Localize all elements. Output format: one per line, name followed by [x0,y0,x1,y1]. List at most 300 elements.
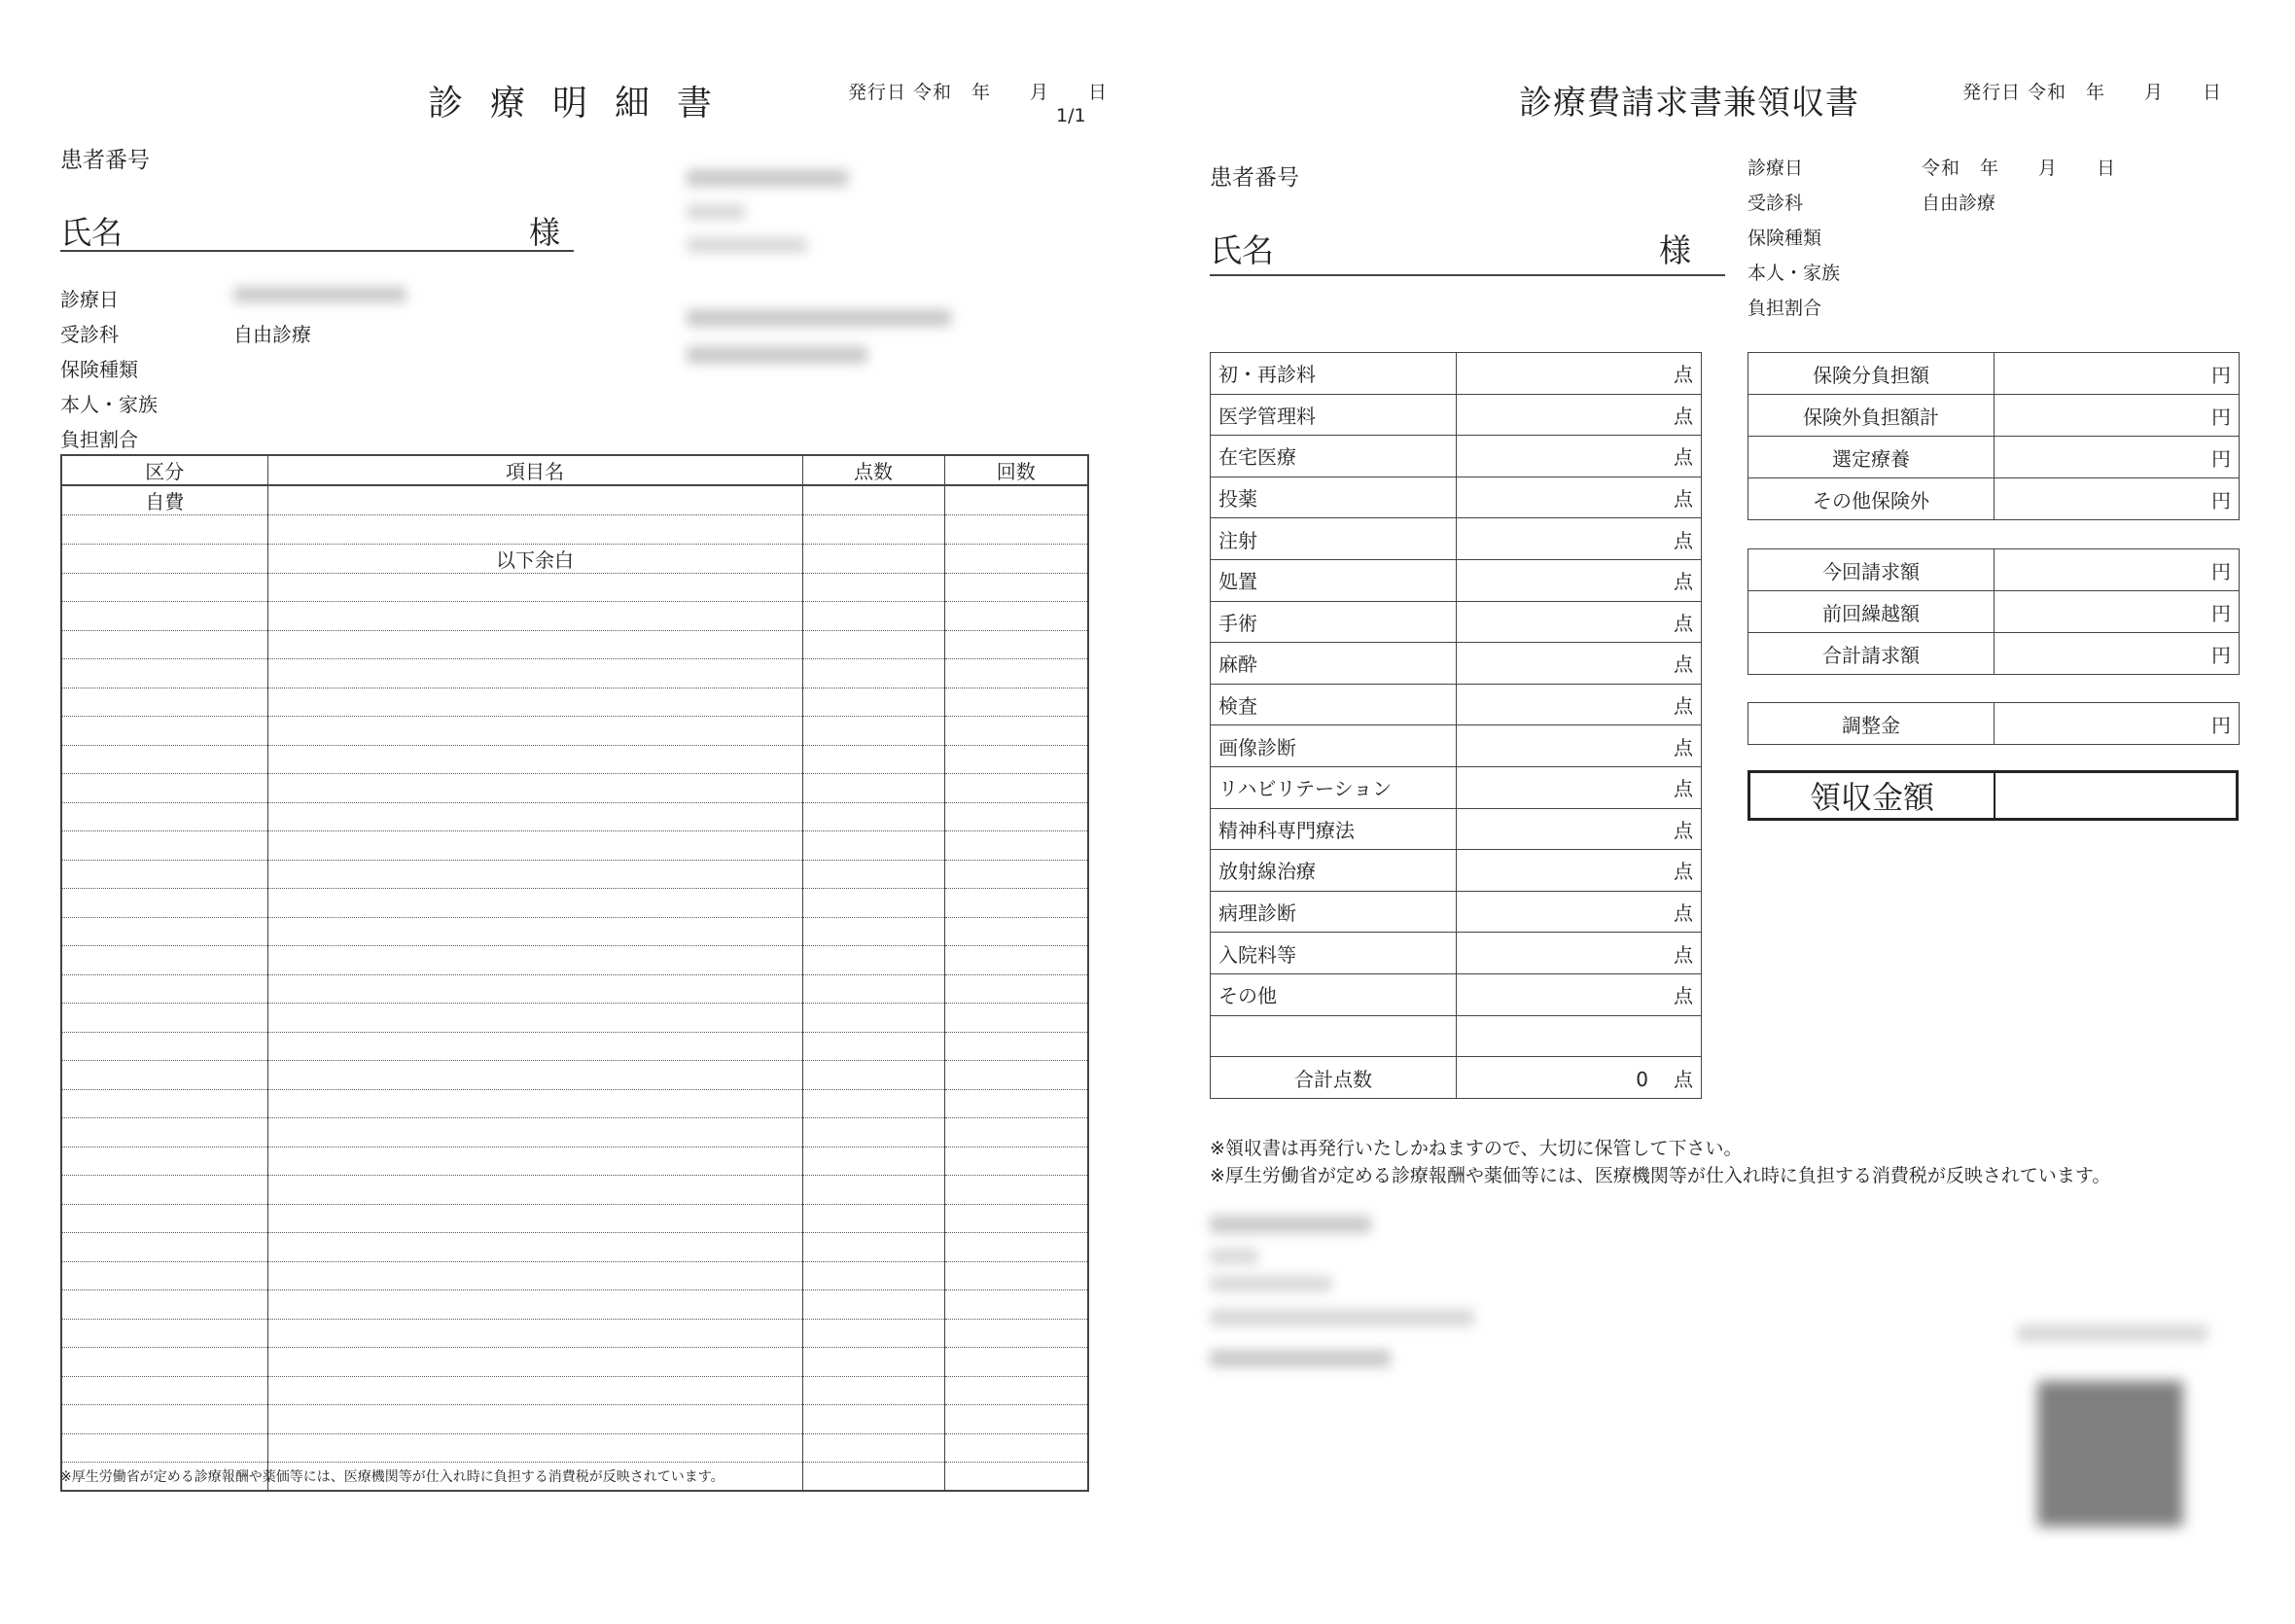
points-row-unit: 点 [1457,518,1702,560]
points-row [1211,436,1702,477]
cell-category [61,917,267,946]
amount-row [1748,353,2240,395]
col-header-count: 回数 [944,455,1088,485]
amount-row-label: その他保険外 [1748,478,1995,520]
table-row [61,544,1088,573]
invoice-clinic-phone-redacted [1210,1350,1391,1367]
cell-category [61,659,267,688]
amount-row-label: 選定療養 [1748,437,1995,478]
cell-points [802,544,944,573]
cell-item-name [267,1004,802,1033]
points-row-unit: 点 [1457,684,1702,725]
cell-item-name [267,745,802,774]
cell-points [802,1147,944,1176]
cell-count [944,630,1088,659]
invoice-info-label-burden: 負担割合 [1748,298,1822,319]
cell-count [944,1204,1088,1233]
statement-title: 診療明細書 [428,84,740,124]
points-row-unit: 点 [1457,725,1702,767]
cell-item-name [267,1204,802,1233]
invoice-note-1: ※領収書は再発行いたしかねますので、大切に保管して下さい。 [1210,1138,1743,1159]
points-row-label: 投薬 [1211,477,1457,518]
points-row-label: 手術 [1211,601,1457,643]
cell-item-name [267,802,802,831]
clinic-phone-redacted [687,346,867,364]
points-row-label: 検査 [1211,684,1457,725]
cell-count [944,688,1088,717]
points-row-unit: 点 [1457,353,1702,395]
invoice-info-label-date: 診療日 [1748,158,1804,179]
table-row [61,630,1088,659]
table-row [61,974,1088,1004]
cell-points [802,860,944,889]
cell-points [802,889,944,918]
cell-count [944,745,1088,774]
cell-category: 自費 [61,485,267,515]
cell-points [802,1204,944,1233]
adjustment-unit: 円 [1995,703,2240,745]
cell-points [802,602,944,631]
cell-count [944,860,1088,889]
cell-count [944,1061,1088,1090]
invoice-amount-table-2 [1748,548,2240,675]
invoice-clinic-zip-redacted [1210,1249,1258,1264]
cell-count [944,1089,1088,1118]
cell-count [944,1233,1088,1262]
cell-category [61,831,267,861]
cell-points [802,1004,944,1033]
cell-count [944,602,1088,631]
received-amount-box [1748,770,2239,821]
cell-category [61,1176,267,1205]
cell-item-name [267,1319,802,1348]
cell-item-name [267,1261,802,1290]
table-row [61,485,1088,515]
cell-count [944,946,1088,975]
amount-row [1748,395,2240,437]
cell-points [802,774,944,803]
invoice-info-label-department: 受診科 [1748,193,1804,214]
cell-item-name [267,974,802,1004]
cell-item-name [267,485,802,515]
total-points-row [1211,1057,1702,1099]
points-row-label: 画像診断 [1211,725,1457,767]
table-row [61,1089,1088,1118]
cell-category [61,889,267,918]
cell-points [802,745,944,774]
statement-info-label-department: 受診科 [60,323,119,346]
table-row [61,602,1088,631]
statement-page-number: 1/1 [1056,105,1086,126]
cell-category [61,688,267,717]
cell-category [61,774,267,803]
adjustment-label: 調整金 [1748,703,1995,745]
points-row-label: 精神科専門療法 [1211,808,1457,850]
amount-row [1748,478,2240,520]
cell-item-name [267,688,802,717]
cell-points [802,802,944,831]
amount-row-label: 保険分負担額 [1748,353,1995,395]
cell-count [944,659,1088,688]
cell-item-name [267,1147,802,1176]
cell-category [61,602,267,631]
cell-count [944,1261,1088,1290]
cell-category [61,717,267,746]
cell-category [61,573,267,602]
invoice-info-label-insurance: 保険種類 [1748,228,1822,249]
points-row [1211,684,1702,725]
invoice-honorific: 様 [1659,231,1691,269]
statement-footnote: ※厚生労働省が定める診療報酬や薬価等には、医療機関等が仕入れ時に負担する消費税が反映されています。 [60,1469,724,1485]
points-row-label: 在宅医療 [1211,436,1457,477]
statement-info-label-insured: 本人・家族 [60,393,158,416]
cell-category [61,946,267,975]
cell-item-name [267,860,802,889]
invoice-issue-date: 発行日 令和 年 月 日 [1962,82,2223,103]
points-row [1211,643,1702,685]
invoice-info-label-insured: 本人・家族 [1748,263,1841,284]
cell-points [802,1261,944,1290]
statement-info-label-insurance: 保険種類 [60,358,138,381]
table-row [61,1261,1088,1290]
table-header-row [61,455,1088,485]
points-row-label: 注射 [1211,518,1457,560]
invoice-visit-date-value: 令和 年 月 日 [1922,158,2117,179]
adjustment-row [1748,703,2240,745]
table-row [61,717,1088,746]
points-row [1211,477,1702,518]
cell-points [802,573,944,602]
amount-row-label: 合計請求額 [1748,633,1995,675]
statement-info-label-date: 診療日 [60,288,119,311]
invoice-adjustment-table [1748,702,2240,745]
points-row-label: その他 [1211,973,1457,1015]
invoice-title: 診療費請求書兼領収書 [1519,84,1859,123]
points-row-label: 病理診断 [1211,891,1457,933]
cell-count [944,544,1088,573]
cell-points [802,630,944,659]
invoice-name-underline [1210,274,1725,276]
qr-code-icon [2037,1381,2183,1527]
cell-count [944,717,1088,746]
amount-row-label: 保険外負担額計 [1748,395,1995,437]
cell-points [802,917,944,946]
statement-issue-date: 発行日 令和 年 月 日 [848,82,1109,103]
cell-category [61,1376,267,1405]
cell-points [802,1089,944,1118]
amount-row [1748,591,2240,633]
points-row-unit: 点 [1457,850,1702,892]
amount-row [1748,633,2240,675]
cell-item-name [267,1061,802,1090]
points-row-unit: 点 [1457,601,1702,643]
points-row [1211,518,1702,560]
amount-row-unit: 円 [1995,437,2240,478]
cell-item-name [267,717,802,746]
cell-count [944,802,1088,831]
points-row-unit: 点 [1457,973,1702,1015]
points-row-unit [1457,1015,1702,1057]
statement-visit-date-redacted [233,287,406,302]
cell-points [802,946,944,975]
points-row [1211,394,1702,436]
points-row [1211,1015,1702,1057]
clinic-building-redacted [687,309,951,327]
cell-points [802,1433,944,1463]
points-row [1211,353,1702,395]
cell-category [61,1348,267,1377]
cell-count [944,1147,1088,1176]
cell-points [802,485,944,515]
invoice-note-2: ※厚生労働省が定める診療報酬や薬価等には、医療機関等が仕入れ時に負担する消費税が反映されています。 [1210,1165,2111,1186]
cell-count [944,1118,1088,1147]
cell-count [944,485,1088,515]
invoice-clinic-address-redacted [1210,1276,1332,1291]
amount-row [1748,549,2240,591]
cell-category [61,1319,267,1348]
cell-points [802,659,944,688]
cell-item-name [267,831,802,861]
cell-category [61,974,267,1004]
table-row [61,1004,1088,1033]
cell-category [61,630,267,659]
table-row [61,1147,1088,1176]
cell-count [944,1376,1088,1405]
statement-department-value: 自由診療 [233,323,311,346]
total-points-unit: 点 [1674,1067,1693,1091]
points-row-label: 入院料等 [1211,933,1457,974]
invoice-points-table [1210,352,1702,1099]
points-row-unit: 点 [1457,643,1702,685]
amount-row-label: 今回請求額 [1748,549,1995,591]
cell-count [944,1348,1088,1377]
cell-count [944,1463,1088,1492]
cell-category [61,1118,267,1147]
cell-count [944,831,1088,861]
statement-table-body [61,485,1088,1491]
cell-count [944,1433,1088,1463]
cell-item-name [267,917,802,946]
total-points-label: 合計点数 [1211,1057,1457,1099]
table-row [61,573,1088,602]
cell-category [61,1061,267,1090]
cell-category [61,1147,267,1176]
cell-category [61,1405,267,1434]
table-row [61,1376,1088,1405]
cell-category [61,745,267,774]
cell-count [944,1032,1088,1061]
cell-item-name [267,1176,802,1205]
cell-category [61,544,267,573]
points-row-unit: 点 [1457,891,1702,933]
cell-item-name [267,1089,802,1118]
points-row-unit: 点 [1457,808,1702,850]
col-header-category: 区分 [61,455,267,485]
invoice-clinic-building-redacted [1210,1309,1474,1326]
points-row [1211,933,1702,974]
cell-count [944,573,1088,602]
invoice-amount-table-1 [1748,352,2240,520]
cell-item-name [267,1290,802,1320]
cell-item-name [267,1433,802,1463]
statement-honorific: 様 [529,214,561,251]
cell-item-name [267,946,802,975]
points-row [1211,850,1702,892]
cell-item-name [267,1032,802,1061]
invoice-stamp-text-redacted [2017,1324,2207,1342]
points-row-label: 処置 [1211,559,1457,601]
points-row-unit: 点 [1457,766,1702,808]
cell-item-name [267,1405,802,1434]
cell-points [802,1233,944,1262]
points-row [1211,891,1702,933]
table-row [61,688,1088,717]
table-row [61,1118,1088,1147]
table-row [61,515,1088,545]
amount-row-label: 前回繰越額 [1748,591,1995,633]
amount-row-unit: 円 [1995,549,2240,591]
table-row [61,1319,1088,1348]
received-amount-label: 領収金額 [1750,773,1995,818]
statement-name-underline [60,250,574,252]
cell-item-name [267,659,802,688]
cell-item-name [267,1348,802,1377]
cell-points [802,1290,944,1320]
cell-item-name [267,573,802,602]
cell-points [802,1348,944,1377]
cell-points [802,1176,944,1205]
cell-item-name [267,630,802,659]
cell-count [944,774,1088,803]
cell-count [944,1004,1088,1033]
cell-item-name: 以下余白 [267,544,802,573]
cell-count [944,515,1088,545]
table-row [61,889,1088,918]
cell-category [61,860,267,889]
clinic-address-redacted [687,237,807,253]
statement-patient-number-label: 患者番号 [60,148,150,173]
table-row [61,917,1088,946]
statement-info-label-burden: 負担割合 [60,428,138,451]
cell-points [802,1376,944,1405]
cell-points [802,1118,944,1147]
amount-row-unit: 円 [1995,353,2240,395]
points-row-label: 麻酔 [1211,643,1457,685]
col-header-points: 点数 [802,455,944,485]
points-row-unit: 点 [1457,477,1702,518]
points-row-label [1211,1015,1457,1057]
cell-points [802,515,944,545]
table-row [61,802,1088,831]
table-row [61,774,1088,803]
cell-category [61,1032,267,1061]
points-row [1211,808,1702,850]
cell-category [61,1004,267,1033]
cell-points [802,1463,944,1492]
table-row [61,1405,1088,1434]
cell-item-name [267,515,802,545]
cell-points [802,974,944,1004]
points-row-label: 放射線治療 [1211,850,1457,892]
cell-count [944,1405,1088,1434]
total-points-value: 0 [1636,1067,1648,1091]
invoice-patient-number-label: 患者番号 [1210,165,1299,191]
cell-category [61,515,267,545]
table-row [61,1348,1088,1377]
cell-count [944,1176,1088,1205]
points-row-label: リハビリテーション [1211,766,1457,808]
cell-count [944,1290,1088,1320]
table-row [61,860,1088,889]
table-row [61,831,1088,861]
table-row [61,659,1088,688]
points-row-label: 初・再診料 [1211,353,1457,395]
cell-item-name [267,1118,802,1147]
cell-count [944,889,1088,918]
cell-count [944,974,1088,1004]
cell-category [61,1233,267,1262]
table-row [61,946,1088,975]
cell-item-name [267,602,802,631]
cell-points [802,1319,944,1348]
cell-points [802,1032,944,1061]
table-row [61,745,1088,774]
cell-count [944,1319,1088,1348]
amount-row-unit: 円 [1995,591,2240,633]
amount-row-unit: 円 [1995,395,2240,437]
invoice-name-label: 氏名 [1210,231,1274,269]
table-row [61,1061,1088,1090]
points-row-unit: 点 [1457,559,1702,601]
cell-category [61,1433,267,1463]
points-row [1211,601,1702,643]
points-row [1211,725,1702,767]
points-row [1211,559,1702,601]
clinic-name-redacted [687,169,848,187]
table-row [61,1204,1088,1233]
cell-category [61,1204,267,1233]
cell-item-name [267,1233,802,1262]
cell-category [61,802,267,831]
points-row-label: 医学管理料 [1211,394,1457,436]
cell-points [802,688,944,717]
points-row-unit: 点 [1457,436,1702,477]
table-row [61,1176,1088,1205]
points-row-unit: 点 [1457,933,1702,974]
cell-count [944,917,1088,946]
table-row [61,1032,1088,1061]
cell-points [802,1061,944,1090]
amount-row [1748,437,2240,478]
table-row [61,1290,1088,1320]
table-row [61,1433,1088,1463]
cell-points [802,717,944,746]
points-row [1211,973,1702,1015]
invoice-department-value: 自由診療 [1922,193,1996,214]
col-header-item-name: 項目名 [267,455,802,485]
table-row [61,1233,1088,1262]
cell-category [61,1261,267,1290]
cell-category [61,1290,267,1320]
cell-points [802,831,944,861]
clinic-zip-redacted [687,204,745,220]
amount-row-unit: 円 [1995,633,2240,675]
invoice-clinic-name-redacted [1210,1216,1371,1233]
points-row [1211,766,1702,808]
cell-category [61,1089,267,1118]
statement-detail-table [60,454,1089,1492]
statement-name-label: 氏名 [60,214,124,251]
